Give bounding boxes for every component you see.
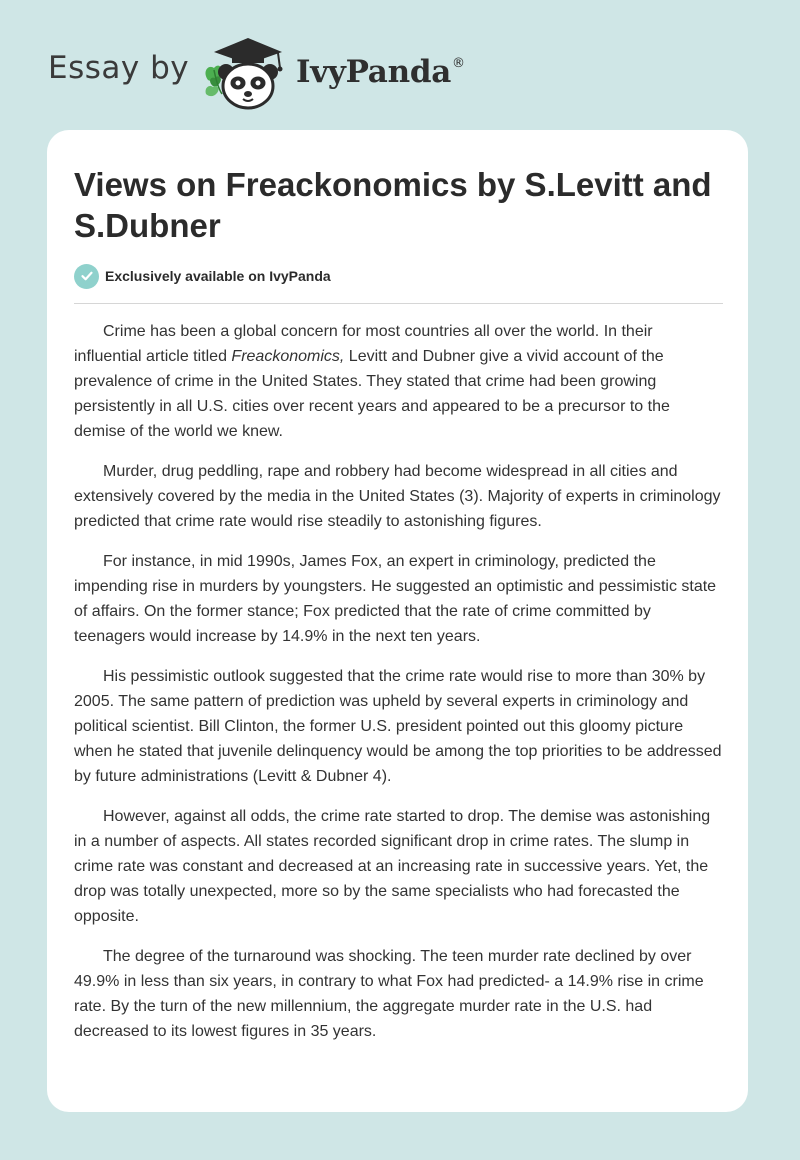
site-header [0, 0, 800, 125]
paragraph-text: Levitt and Dubner give a vivid account of the prevalence of crime in the United States. They stated that crime had been growing persistently in all U.S. cities over recent years and appeared to be a precursor to the demise of the world we knew. [74, 348, 670, 440]
article-title-italic: Freackonomics, [231, 348, 345, 365]
paragraph: However, against all odds, the crime rate started to drop. The demise was astonishing in a number of aspects. All states recorded significant drop in crime rates. The slump in crime rate was constant and decreased at an increasing rate in successive years. Yet, the drop was totally unexpected, more so by the same specialists who had forecasted the opposite. [74, 808, 711, 925]
checkmark-icon [74, 264, 99, 289]
essay-body [74, 319, 724, 1059]
essay-card [47, 130, 748, 1112]
ivypanda-logo-icon[interactable] [200, 36, 296, 112]
brand-name-text: IvyPanda [296, 54, 451, 90]
paragraph: Murder, drug peddling, rape and robbery had become widespread in all cities and extensively covered by the media in the United States (3). Majority of experts in criminology predicted that crime rate would rise steadily to astonishing figures. [74, 463, 721, 530]
brand-name[interactable] [296, 54, 465, 90]
essay-by-label: Essay by [48, 50, 190, 86]
paragraph: For instance, in mid 1990s, James Fox, an expert in criminology, predicted the impending rise in murders by youngsters. He suggested an optimistic and pessimistic state of affairs. On the former stance; Fox predicted that the rate of crime committed by teenagers would increase by 14.9% in the next ten years. [74, 553, 717, 645]
badge-label: Exclusively available on IvyPanda [105, 268, 331, 284]
paragraph: His pessimistic outlook suggested that the crime rate would rise to more than 30% by 2005. The same pattern of prediction was upheld by several experts in criminology and political scientist. Bill Clinton, the former U.S. president pointed out this gloomy picture when he stated that juvenile delinquency would be among the top priorities to be addressed by future administrations (Levitt & Dubner 4). [74, 668, 722, 785]
registered-mark: ® [452, 56, 465, 71]
divider [74, 303, 723, 304]
paragraph: The degree of the turnaround was shocking. The teen murder rate declined by over 49.9% in less than six years, in contrary to what Fox had predicted- a 14.9% rise in crime rate. By the turn of the new millennium, the aggregate murder rate in the U.S. had decreased to its lowest figures in 35 years. [74, 948, 704, 1040]
paragraph-text: Crime has been a global concern for most countries all over the world. In their influential article titled [74, 323, 653, 365]
essay-title: Views on Freackonomics by S.Levitt and S.Dubner [74, 166, 712, 244]
paragraph [74, 319, 724, 444]
exclusive-badge [74, 263, 331, 289]
